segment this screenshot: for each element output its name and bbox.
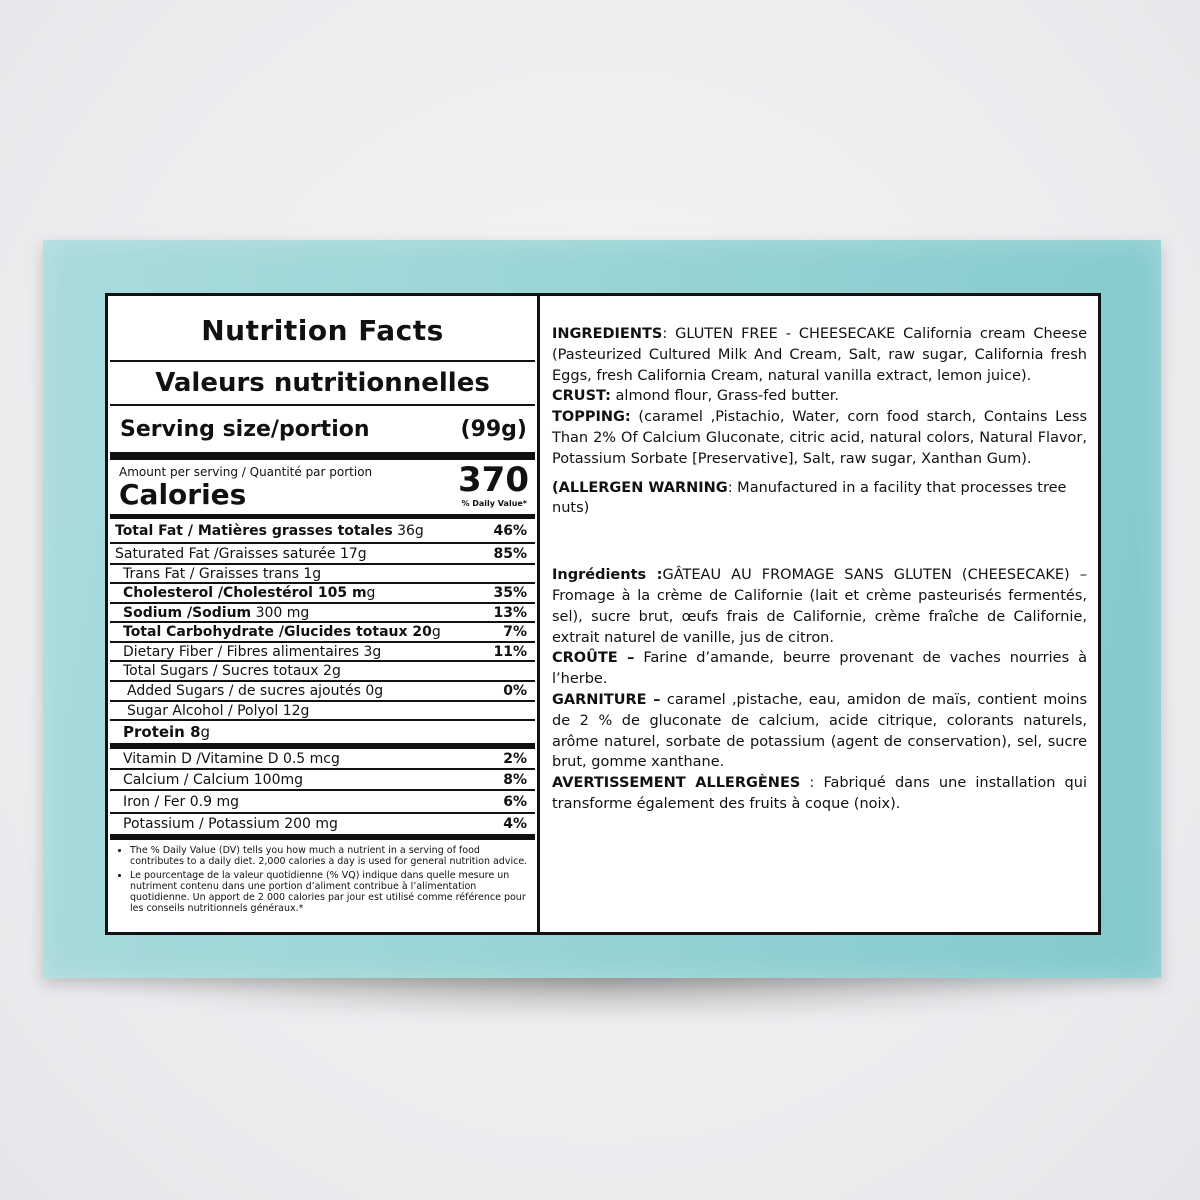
nutrient-dv: 13% <box>493 604 527 621</box>
allergen-text: : Manufactured in a facility that processes tree nuts) <box>552 479 1067 517</box>
nutrient-amount: 36g <box>392 522 424 539</box>
nutrient-row <box>110 623 535 643</box>
allergen-text-fr: : Fabriqué dans une installation qui transforme également des fruits à coque (noix). <box>552 775 1087 812</box>
nutrient-amount: Saturated Fat /Graisses saturée 17g <box>115 545 367 562</box>
nutrition-label <box>105 293 1101 935</box>
allergen-en <box>552 478 1087 520</box>
nutrient-row <box>110 702 535 721</box>
footnote-en: • The % Daily Value (DV) tells you how much a nutrient in a serving of food contributes to a daily diet. 2,000 calories a day is used for general nutrition advice. <box>130 845 529 867</box>
ingredients-label: INGREDIENTS <box>552 326 663 342</box>
nutrient-amount: Calcium / Calcium 100mg <box>123 771 303 788</box>
serving-size <box>110 406 535 460</box>
ingredients-text: : GLUTEN FREE - CHEESECAKE California cream Cheese (Pasteurized Cultured Milk And Cream, Salt, raw sugar, California fresh Eggs, fresh California Cream, natural vanilla extract, lemon juice). <box>552 326 1087 384</box>
calories-value: 370 <box>458 460 529 500</box>
topping-en <box>552 407 1087 469</box>
crust-en <box>552 386 1087 407</box>
nutrient-amount: Total Sugars / Sucres totaux 2g <box>123 663 341 679</box>
nutrient-amount: Added Sugars / de sucres ajoutés 0g <box>127 683 384 699</box>
nutrition-title-fr: Valeurs nutritionnelles <box>110 362 535 406</box>
nutrient-row <box>110 565 535 584</box>
allergen-label-fr: AVERTISSEMENT ALLERGÈNES <box>552 775 801 792</box>
footnote-fr: • Le pourcentage de la valeur quotidienne (% VQ) indique dans quelle mesure un nutriment contenu dans une portion d’aliment contribue à l’alimentation quotidienne. Un apport de 2 000 calories par jour est utilisé comme référence pour les conseils nutritionnels généraux.* <box>130 870 529 914</box>
ingredients-label-fr: Ingrédients : <box>552 567 663 584</box>
nutrient-label: Total Fat / Matières grasses totales <box>115 522 393 539</box>
nutrient-row <box>110 770 535 791</box>
nutrient-row <box>110 682 535 702</box>
calories-block <box>110 460 535 519</box>
topping-label: TOPPING: <box>552 409 631 426</box>
daily-value-header: % Daily Value* <box>461 499 527 508</box>
nutrient-dv: 11% <box>493 643 527 660</box>
ingredients-fr <box>552 565 1087 648</box>
amount-per-serving: Amount per serving / Quantité par portion <box>119 465 373 479</box>
nutrient-amount: 300 mg <box>251 604 310 621</box>
nutrient-row <box>110 643 535 662</box>
nutrient-amount: g <box>431 624 441 640</box>
nutrient-label: Total Carbohydrate /Glucides totaux 20 <box>123 624 432 640</box>
nutrient-dv: 6% <box>503 793 527 810</box>
serving-value: (99g) <box>460 416 527 442</box>
nutrient-label: Sodium /Sodium <box>123 604 252 621</box>
nutrition-title-en: Nutrition Facts <box>110 296 535 362</box>
topping-label-fr: GARNITURE – <box>552 691 661 708</box>
nutrient-dv: 4% <box>503 816 527 832</box>
crust-label: CRUST: <box>552 388 611 405</box>
ingredients-text-fr: GÂTEAU AU FROMAGE SANS GLUTEN (CHEESECAKE) – Fromage à la crème de Californie (lait et crème pasteurisés fermentés, sel), sucre brut, œufs frais de Californie, crème fraîche de Californie, extrait naturel de vanille, jus de citron. <box>552 567 1088 646</box>
nutrient-amount: Dietary Fiber / Fibres alimentaires 3g <box>123 643 382 660</box>
nutrient-amount: Trans Fat / Graisses trans 1g <box>123 565 322 582</box>
nutrient-dv: 35% <box>493 585 527 601</box>
nutrient-dv: 8% <box>503 771 527 788</box>
nutrient-row <box>110 721 535 749</box>
crust-fr <box>552 648 1087 690</box>
calories-label: Calories <box>119 478 247 511</box>
nutrition-facts-panel <box>110 296 535 917</box>
ingredients-en <box>552 324 1087 386</box>
nutrient-amount: Vitamin D /Vitamine D 0.5 mcg <box>123 750 340 767</box>
nutrient-row <box>110 544 535 565</box>
nutrient-amount: g <box>366 585 376 601</box>
footnote <box>110 840 535 914</box>
nutrient-amount: Sugar Alcohol / Polyol 12g <box>127 702 310 719</box>
nutrient-dv: 85% <box>493 545 527 562</box>
nutrient-row <box>110 814 535 840</box>
crust-label-fr: CROÛTE – <box>552 650 635 667</box>
nutrient-label: Protein 8 <box>123 723 201 741</box>
ingredients-panel <box>552 324 1087 815</box>
nutrient-label: Cholesterol /Cholestérol 105 m <box>123 585 367 601</box>
nutrient-dv: 46% <box>493 522 527 539</box>
nutrient-dv: 2% <box>503 750 527 767</box>
nutrient-dv: 7% <box>503 624 527 640</box>
topping-fr <box>552 690 1087 773</box>
nutrient-row <box>110 662 535 682</box>
serving-label: Serving size/portion <box>120 416 370 442</box>
panel-divider <box>537 296 540 932</box>
nutrient-amount: g <box>200 723 211 741</box>
nutrient-row <box>110 791 535 814</box>
nutrient-row <box>110 584 535 604</box>
nutrient-row <box>110 519 535 544</box>
topping-text-fr: caramel ,pistache, eau, amidon de maïs, contient moins de 2 % de gluconate de calcium, acide citrique, colorants naturels, arôme naturel, sorbate de potassium (agent de conservation), sel, sucre brut, gomme xanthane. <box>552 691 1087 771</box>
crust-text-fr: Farine d’amande, beurre provenant de vaches nourries à l’herbe. <box>552 650 1087 688</box>
nutrient-dv: 0% <box>503 683 527 699</box>
nutrient-amount: Potassium / Potassium 200 mg <box>123 816 338 832</box>
nutrient-amount: Iron / Fer 0.9 mg <box>123 793 239 810</box>
crust-text: almond flour, Grass-fed butter. <box>610 388 840 405</box>
nutrient-row <box>110 604 535 623</box>
topping-text: (caramel ,Pistachio, Water, corn food starch, Contains Less Than 2% Of Calcium Gluconate, citric acid, natural colors, Natural Flavor, Potassium Sorbate [Preservative], Salt, raw sugar, Xanthan Gum). <box>552 409 1087 467</box>
allergen-fr <box>552 773 1087 815</box>
allergen-label: (ALLERGEN WARNING <box>552 479 728 496</box>
nutrient-row <box>110 749 535 770</box>
